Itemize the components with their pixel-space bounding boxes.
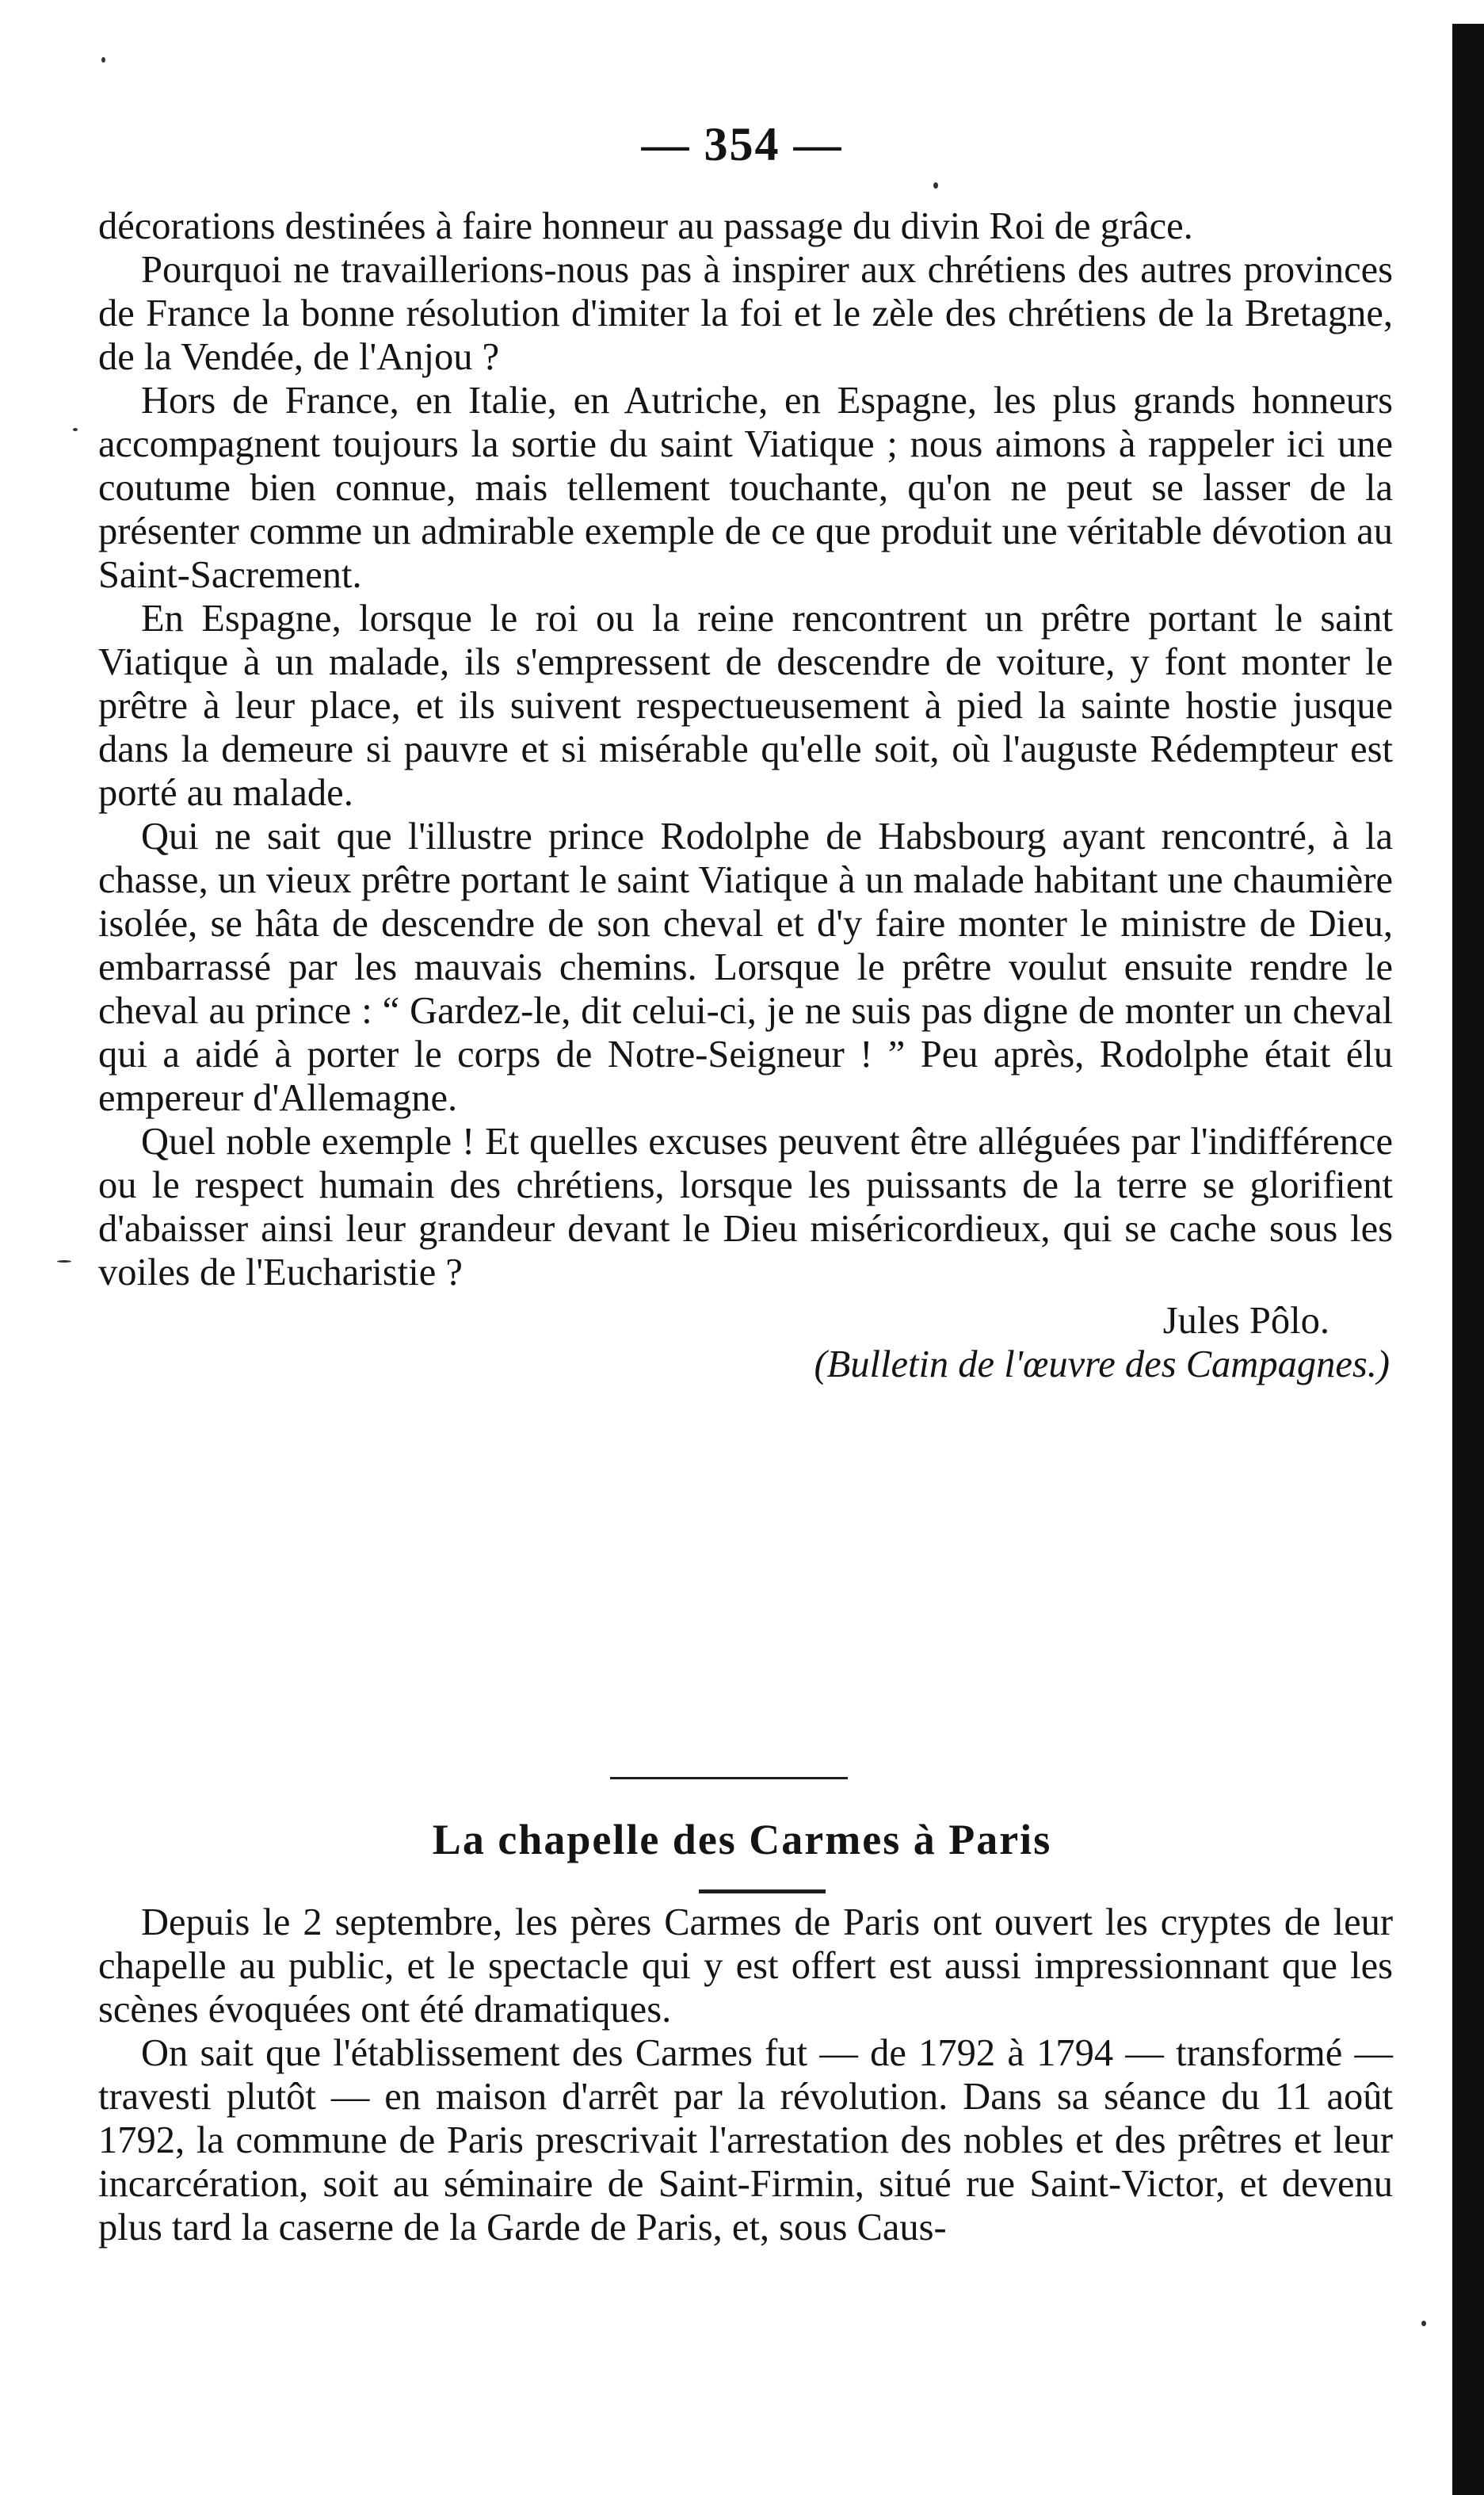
paragraph: Quel noble exemple ! Et quelles excuses peuvent être alléguées par l'indifférence ou le respect humain des chrétiens, lorsque les puissants de la terre se glorifient d'abaisser ainsi leur grandeur devant le Dieu miséricordieux, qui se cache sous les voiles de l'Eucharistie ? (98, 1121, 1393, 1293)
article-body-continued (98, 204, 1393, 1386)
section-title: La chapelle des Carmes à Paris (432, 1816, 1052, 1863)
print-speck (73, 428, 78, 431)
source-citation: (Bulletin de l'œuvre des Campagnes.) (814, 1343, 1390, 1385)
section-divider (610, 1777, 848, 1779)
title-underline (699, 1889, 826, 1893)
paragraph: Depuis le 2 septembre, les pères Carmes de Paris ont ouvert les cryptes de leur chapelle au public, et le spectacle qui y est offert est aussi impressionnant que les scènes évoquées ont été dramatiques. (98, 1901, 1393, 2031)
paragraph: décorations destinées à faire honneur au passage du divin Roi de grâce. (98, 205, 1193, 247)
paragraph: Qui ne sait que l'illustre prince Rodolphe de Habsbourg ayant rencontré, à la chasse, un vieux prêtre portant le saint Viatique à un malade habitant une chaumière isolée, se hâta de descendre de son cheval et d'y faire monter le ministre de Dieu, embarrassé par les mauvais chemins. Lorsque le prêtre voulut ensuite rendre le cheval au prince : “ Gardez-le, dit celui-ci, je ne suis pas digne de monter un cheval qui a aidé à porter le corps de Notre-Seigneur ! ” Peu après, Rodolphe était élu empereur d'Allemagne. (98, 816, 1393, 1119)
print-speck (933, 182, 938, 189)
print-speck (101, 57, 105, 63)
page-edge-shadow (1452, 24, 1484, 2495)
print-speck (57, 1260, 71, 1263)
print-speck (1421, 2321, 1426, 2326)
article-body (98, 1901, 1393, 2249)
page-number: — 354 — (641, 118, 843, 170)
paragraph: Pourquoi ne travaillerions-nous pas à inspirer aux chrétiens des autres provinces de France la bonne résolution d'imiter la foi et le zèle des chrétiens de la Bretagne, de la Vendée, de l'Anjou ? (98, 249, 1393, 378)
author-signature: Jules Pôlo. (1162, 1300, 1329, 1342)
paragraph: On sait que l'établissement des Carmes fut — de 1792 à 1794 — transformé — travesti plutôt — en maison d'arrêt par la révolution. Dans sa séance du 11 août 1792, la commune de Paris prescrivait l'arrestation des nobles et des prêtres et leur incarcération, soit au séminaire de Saint-Firmin, situé rue Saint-Victor, et devenu plus tard la caserne de la Garde de Paris, et, sous Caus- (98, 2032, 1393, 2249)
paragraph: Hors de France, en Italie, en Autriche, en Espagne, les plus grands honneurs accompagnent toujours la sortie du saint Viatique ; nous aimons à rappeler ici une coutume bien connue, mais tellement touchante, qu'on ne peut se lasser de la présenter comme un admirable exemple de ce que produit une véritable dévotion au Saint-Sacrement. (98, 380, 1393, 596)
paragraph: En Espagne, lorsque le roi ou la reine rencontrent un prêtre portant le saint Viatique à un malade, ils s'empressent de descendre de voiture, y font monter le prêtre à leur place, et ils suivent respectueusement à pied la sainte hostie jusque dans la demeure si pauvre et si misérable qu'elle soit, où l'auguste Rédempteur est porté au malade. (98, 598, 1393, 814)
